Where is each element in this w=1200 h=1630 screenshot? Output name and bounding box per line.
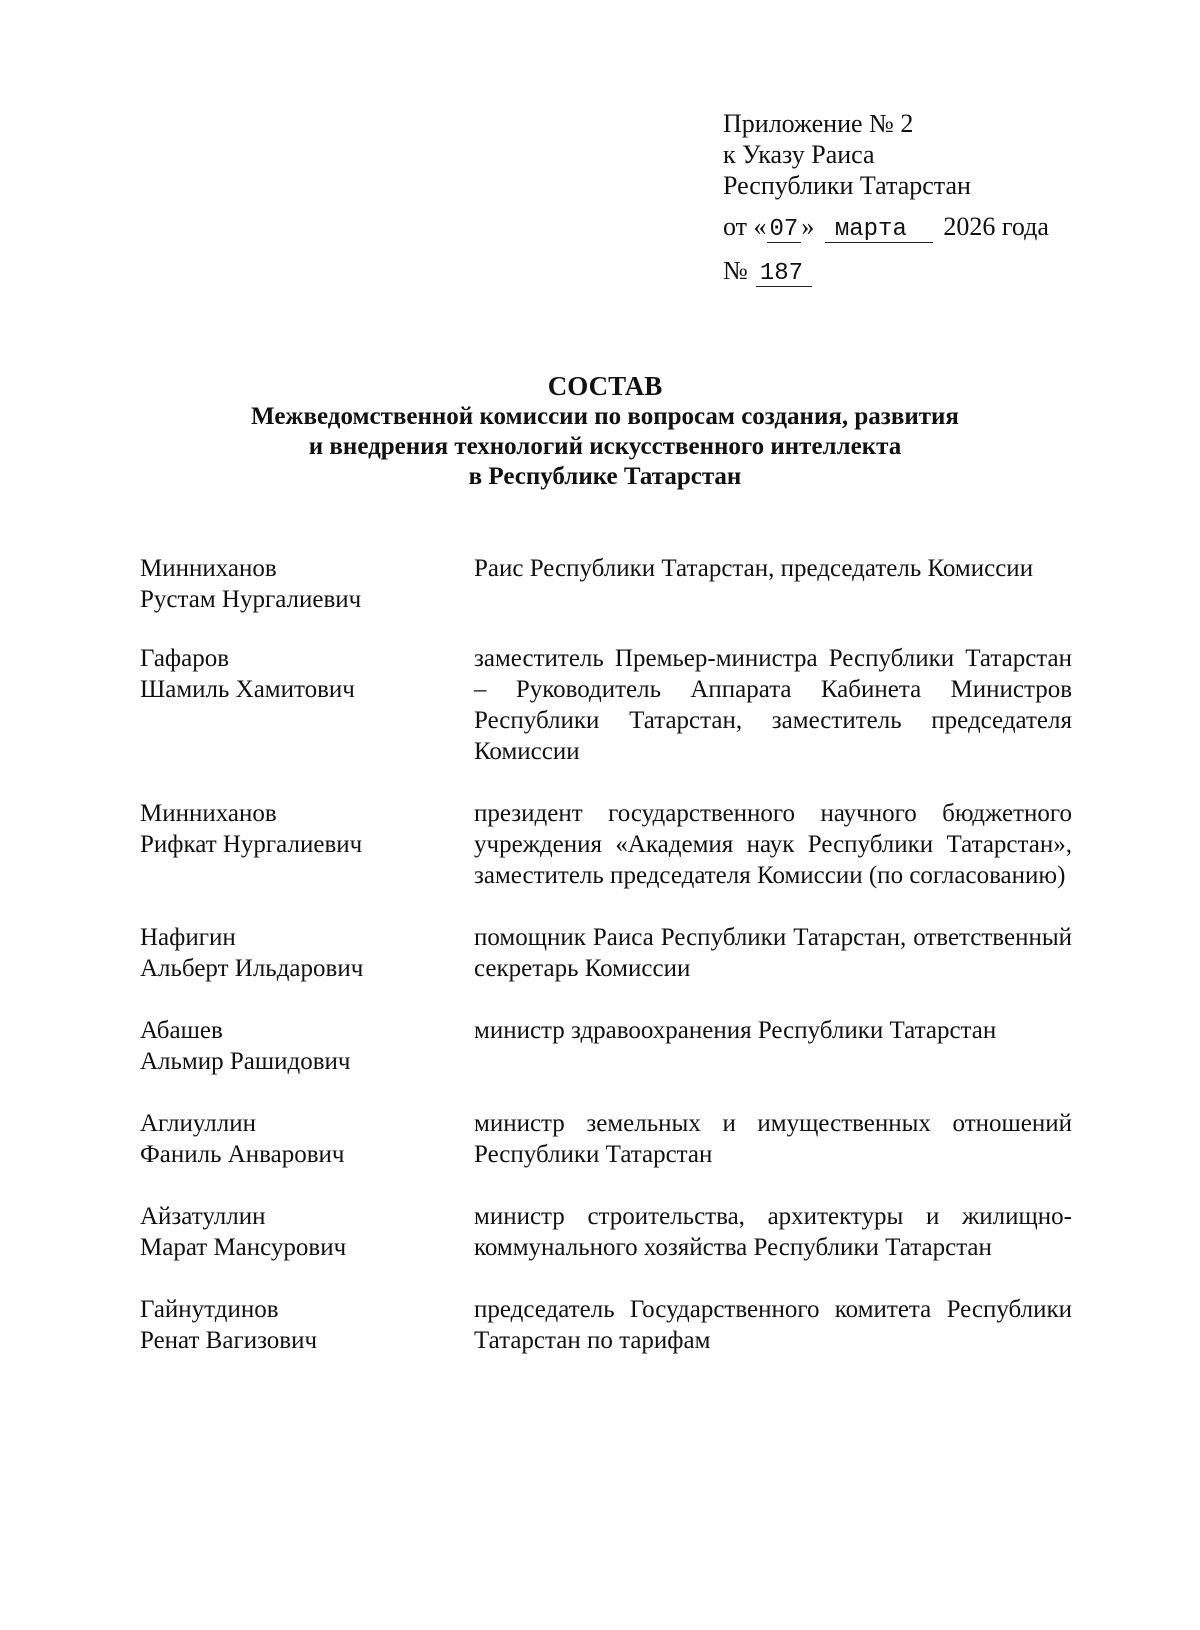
heading-title: СОСТАВ	[547, 371, 663, 401]
member-row	[140, 798, 1075, 891]
member-given-name: Рустам Нургалиевич	[140, 586, 362, 613]
member-name	[140, 1201, 474, 1263]
member-surname: Гафаров	[140, 645, 230, 672]
appendix-title: Приложение № 2	[723, 109, 914, 138]
member-name	[140, 1108, 474, 1170]
date-day: 07	[767, 217, 802, 243]
date-year: 2026 года	[943, 212, 1049, 241]
member-role: министр здравоохранения Республики Татарстан	[474, 1017, 997, 1044]
appendix-decree: к Указу Раиса	[723, 140, 875, 169]
member-row	[140, 553, 1075, 615]
date-month: марта	[825, 217, 933, 243]
appendix-block	[723, 108, 1083, 287]
members-list	[140, 553, 1075, 1356]
member-given-name: Ренат Вагизович	[140, 1327, 318, 1354]
member-name	[140, 553, 474, 615]
member-row	[140, 1294, 1075, 1356]
number-value: 187	[756, 261, 812, 287]
number-prefix: №	[723, 256, 748, 285]
member-row	[140, 1108, 1075, 1170]
member-given-name: Альберт Ильдарович	[140, 955, 364, 982]
member-surname: Гайнутдинов	[140, 1296, 279, 1323]
member-given-name: Фаниль Анварович	[140, 1141, 345, 1168]
appendix-date	[723, 211, 1083, 243]
member-name	[140, 1015, 474, 1077]
member-name	[140, 1294, 474, 1356]
member-name	[140, 798, 474, 860]
member-role: помощник Раиса Республики Татарстан, ответственный секретарь Комиссии	[474, 924, 1072, 982]
member-surname: Минниханов	[140, 555, 277, 582]
member-surname: Айзатуллин	[140, 1203, 266, 1230]
member-surname: Абашев	[140, 1017, 223, 1044]
member-row	[140, 1015, 1075, 1077]
member-surname: Минниханов	[140, 800, 277, 827]
appendix-republic: Республики Татарстан	[723, 171, 971, 200]
member-row	[140, 1201, 1075, 1263]
member-role: Раис Республики Татарстан, председатель Комиссии	[474, 555, 1034, 582]
member-surname: Аглиуллин	[140, 1110, 257, 1137]
appendix-number	[723, 255, 1083, 287]
heading-line-2: и внедрения технологий искусственного интеллекта	[308, 433, 902, 460]
member-role: председатель Государственного комитета Республики Татарстан по тарифам	[474, 1296, 1072, 1354]
date-prefix: от «	[723, 212, 767, 241]
heading-line-1: Межведомственной комиссии по вопросам создания, развития	[251, 403, 959, 430]
member-role: министр земельных и имущественных отношений Республики Татарстан	[474, 1110, 1072, 1168]
member-given-name: Альмир Рашидович	[140, 1048, 351, 1075]
date-mid: »	[801, 212, 815, 241]
member-surname: Нафигин	[140, 924, 236, 951]
member-name	[140, 922, 474, 984]
member-row	[140, 922, 1075, 984]
member-row	[140, 643, 1075, 767]
member-role: заместитель Премьер-министра Республики Татарстан – Руководитель Аппарата Кабинета Министров Республики Татарстан, заместитель председателя Комиссии	[474, 645, 1072, 765]
heading-line-3: в Республике Татарстан	[468, 463, 742, 490]
member-name	[140, 643, 474, 705]
member-given-name: Шамиль Хамитович	[140, 676, 355, 703]
member-given-name: Марат Мансурович	[140, 1234, 347, 1261]
document-heading	[120, 370, 1090, 492]
member-role: президент государственного научного бюджетного учреждения «Академия наук Республики Татарстан», заместитель председателя Комиссии (по согласованию)	[474, 800, 1072, 889]
member-given-name: Рифкат Нургалиевич	[140, 831, 363, 858]
member-role: министр строительства, архитектуры и жилищно-коммунального хозяйства Республики Татарстан	[474, 1203, 1072, 1261]
